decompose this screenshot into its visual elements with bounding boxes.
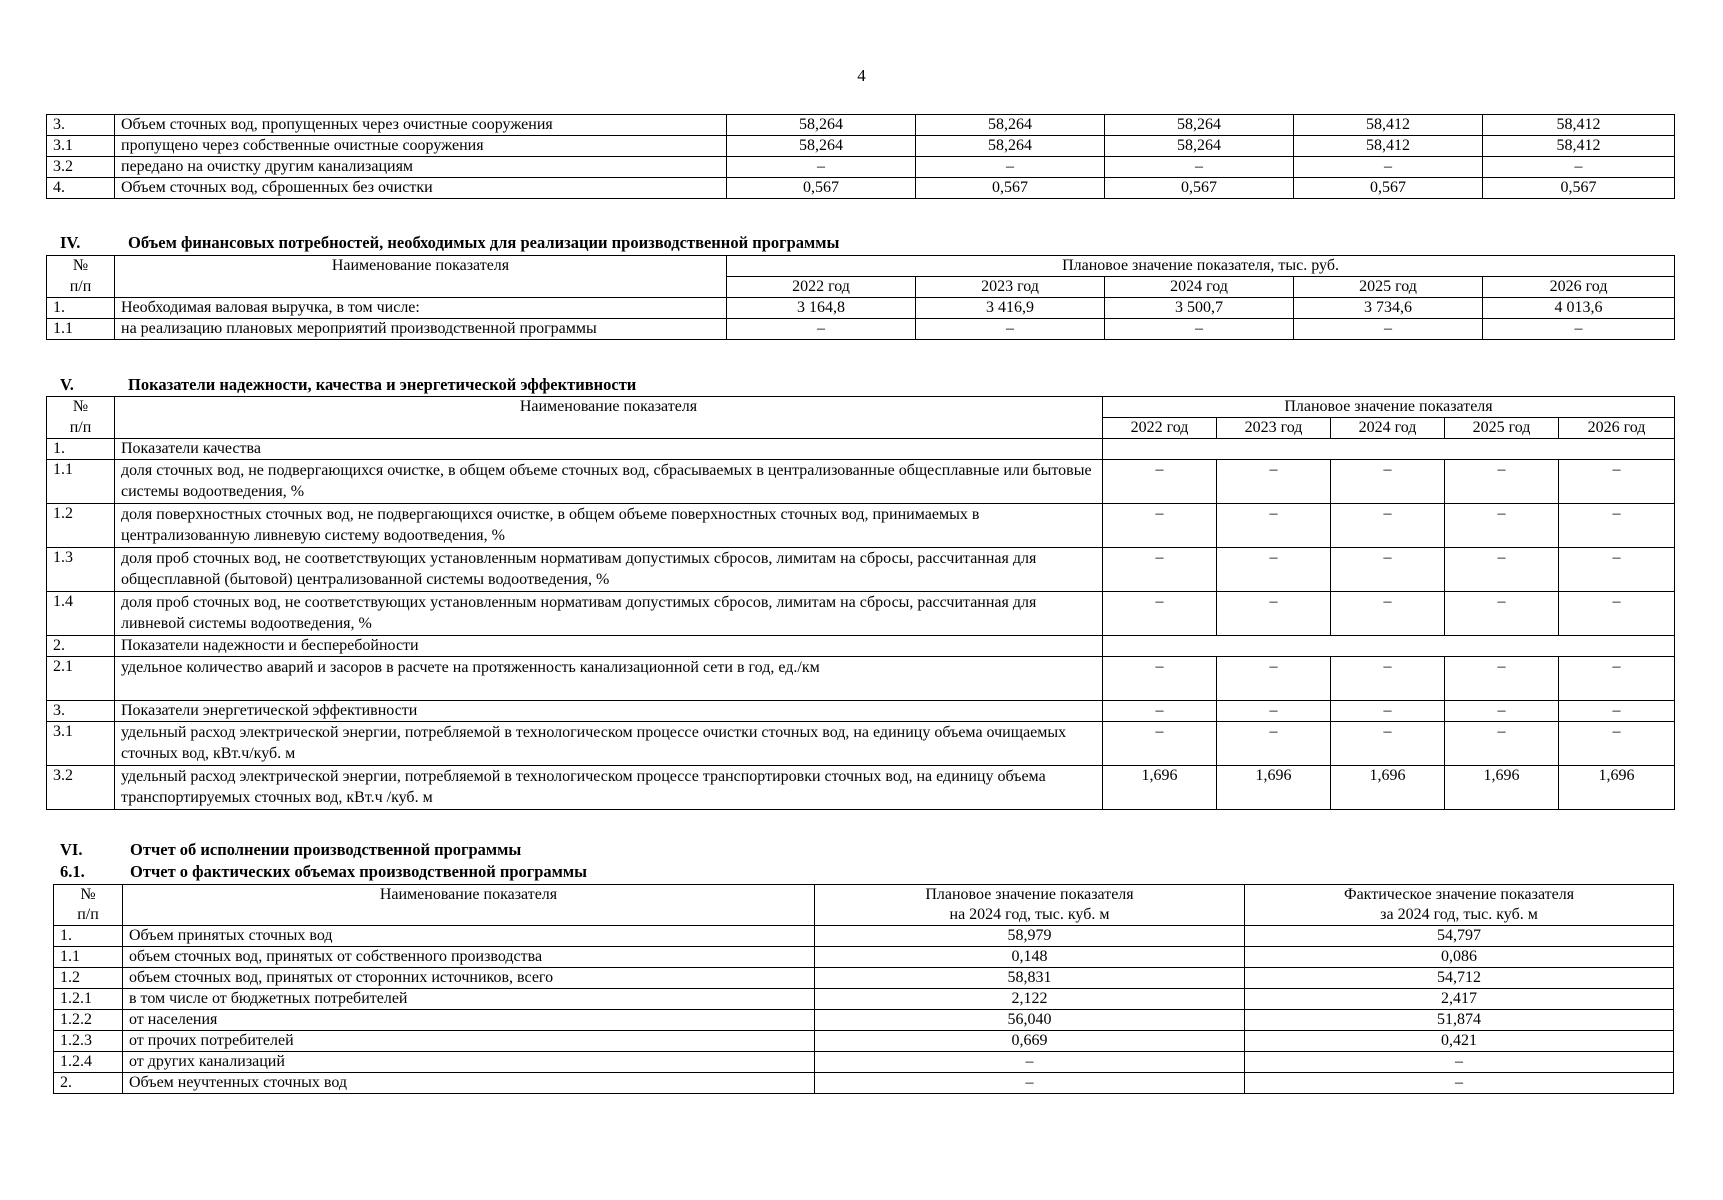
row-value: – [1483,319,1675,340]
row-value: – [1445,701,1559,722]
row-value: – [1294,319,1483,340]
row-value: – [1331,657,1445,701]
row-value: – [1103,592,1217,636]
row-number: 1.2.2 [54,1010,123,1031]
row-value: – [1559,504,1675,548]
year-header: 2023 год [1217,418,1331,439]
row-value: 1,696 [1331,766,1445,810]
row-plan-value: – [815,1052,1245,1073]
subsection-number: 6.1. [60,862,85,881]
header-num: № [54,885,123,906]
table-row [54,968,1674,989]
header-fact-2: за 2024 год, тыс. куб. м [1245,905,1674,926]
row-name: от прочих потребителей [123,1031,815,1052]
row-value: – [1331,548,1445,592]
table-row [47,701,1675,722]
row-value: – [1103,460,1217,504]
row-value: 1,696 [1559,766,1675,810]
row-number: 3.1 [47,722,115,766]
row-value: – [1445,592,1559,636]
row-empty-values [1103,636,1675,657]
row-value: 3 164,8 [727,298,916,319]
row-name: объем сточных вод, принятых от сторонних источников, всего [123,968,815,989]
row-value: – [1103,504,1217,548]
row-name: Объем сточных вод, сброшенных без очистки [115,178,727,199]
table-row [47,636,1675,657]
table-sec3-continuation [46,114,1675,199]
row-name: удельное количество аварий и засоров в расчете на протяженность канализационной сети в год, ед./км [115,657,1103,701]
row-empty-values [1103,439,1675,460]
header-num: № [47,256,115,277]
row-value: – [1217,504,1331,548]
row-name: Показатели качества [115,439,1103,460]
table-row [47,157,1675,178]
table-row [54,989,1674,1010]
row-plan-value: – [815,1073,1245,1094]
row-name: объем сточных вод, принятых от собственного производства [123,947,815,968]
row-number: 4. [47,178,115,199]
page-number: 4 [857,66,866,85]
row-fact-value: – [1245,1073,1674,1094]
row-name: Объем принятых сточных вод [123,926,815,947]
row-value: – [1217,548,1331,592]
row-number: 1.1 [54,947,123,968]
row-value: 1,696 [1217,766,1331,810]
section-number: VI. [60,840,83,859]
row-value: 0,567 [916,178,1105,199]
row-plan-value: 0,148 [815,947,1245,968]
row-value: 1,696 [1103,766,1217,810]
row-value: – [1217,657,1331,701]
row-fact-value: 0,421 [1245,1031,1674,1052]
row-fact-value: 54,797 [1245,926,1674,947]
table-row [47,548,1675,592]
header-name: Наименование показателя [123,885,815,926]
header-fact: Фактическое значение показателя [1245,885,1674,906]
table-row [47,766,1675,810]
section-5-heading [60,375,636,395]
table-row [47,722,1675,766]
subsection-title: Отчет о фактических объемах производственной программы [130,862,588,881]
row-name: от других канализаций [123,1052,815,1073]
table-row [47,592,1675,636]
row-name: в том числе от бюджетных потребителей [123,989,815,1010]
row-value: 58,264 [1105,115,1294,136]
row-value: 0,567 [1483,178,1675,199]
header-num: № [47,397,115,418]
row-name: Необходимая валовая выручка, в том числе: [115,298,727,319]
row-value: – [1445,460,1559,504]
row-value: – [1217,592,1331,636]
year-header: 2024 год [1331,418,1445,439]
row-value: – [1559,592,1675,636]
row-number: 1.2.1 [54,989,123,1010]
row-number: 3. [47,115,115,136]
row-number: 1. [54,926,123,947]
year-header: 2022 год [1103,418,1217,439]
year-header: 2026 год [1483,277,1675,298]
row-value: – [1331,592,1445,636]
header-plan-2: на 2024 год, тыс. куб. м [815,905,1245,926]
table-row [54,1010,1674,1031]
row-name: Показатели надежности и бесперебойности [115,636,1103,657]
row-value: – [916,157,1105,178]
row-value: – [1103,548,1217,592]
subsection-6-1-heading [60,862,587,882]
table-row [47,115,1675,136]
row-value: 0,567 [727,178,916,199]
section-title: Отчет об исполнении производственной программы [130,840,522,859]
table-actual-volumes [53,884,1674,1094]
section-6-heading [60,840,521,860]
section-4-heading [60,233,839,253]
table-financial-needs [46,255,1675,340]
row-fact-value: 0,086 [1245,947,1674,968]
row-number: 1. [47,439,115,460]
row-plan-value: 2,122 [815,989,1245,1010]
section-title: Показатели надежности, качества и энергетической эффективности [128,375,637,394]
row-name: доля поверхностных сточных вод, не подвергающихся очистке, в общем объеме поверхностных сточных вод, принимаемых в централизованную ливневую систему водоотведения, % [115,504,1103,548]
header-num-2: п/п [47,418,115,439]
row-number: 2. [47,636,115,657]
year-header: 2025 год [1445,418,1559,439]
row-number: 3.1 [47,136,115,157]
table-row [47,657,1675,701]
row-number: 1.2.4 [54,1052,123,1073]
row-number: 1.1 [47,460,115,504]
row-value: – [1445,722,1559,766]
row-value: – [1331,504,1445,548]
row-plan-value: 58,831 [815,968,1245,989]
row-name: удельный расход электрической энергии, потребляемой в технологическом процессе очистки сточных вод, на единицу объема очищаемых сточных вод, кВт.ч/куб. м [115,722,1103,766]
row-number: 2. [54,1073,123,1094]
year-header: 2023 год [916,277,1105,298]
row-value: 4 013,6 [1483,298,1675,319]
row-value: 58,264 [727,136,916,157]
row-value: – [1217,722,1331,766]
row-name: передано на очистку другим канализациям [115,157,727,178]
row-fact-value: 51,874 [1245,1010,1674,1031]
row-name: Объем сточных вод, пропущенных через очистные сооружения [115,115,727,136]
row-value: – [1559,722,1675,766]
row-plan-value: 58,979 [815,926,1245,947]
row-name: на реализацию плановых мероприятий производственной программы [115,319,727,340]
row-value: 58,412 [1483,136,1675,157]
row-value: – [1559,657,1675,701]
row-value: – [1483,157,1675,178]
row-value: – [1103,657,1217,701]
row-value: – [1445,504,1559,548]
section-title: Объем финансовых потребностей, необходимых для реализации производственной программы [128,233,840,252]
row-value: – [727,319,916,340]
table-row [47,460,1675,504]
table-row [47,298,1675,319]
row-value: – [1559,701,1675,722]
header-num-2: п/п [54,905,123,926]
row-number: 3.2 [47,157,115,178]
table-row [54,1031,1674,1052]
row-value: – [1331,460,1445,504]
year-header: 2025 год [1294,277,1483,298]
section-number: V. [60,375,74,394]
row-number: 3.2 [47,766,115,810]
row-value: 3 416,9 [916,298,1105,319]
row-fact-value: 2,417 [1245,989,1674,1010]
row-number: 1.4 [47,592,115,636]
row-number: 1.2.3 [54,1031,123,1052]
year-header: 2024 год [1105,277,1294,298]
table-row [54,947,1674,968]
table-row [47,504,1675,548]
row-fact-value: – [1245,1052,1674,1073]
row-value: 58,264 [727,115,916,136]
header-plan: Плановое значение показателя [815,885,1245,906]
row-value: – [1331,722,1445,766]
header-plan: Плановое значение показателя, тыс. руб. [727,256,1675,277]
table-row [54,1073,1674,1094]
row-value: – [1103,722,1217,766]
row-value: – [1294,157,1483,178]
row-name: доля проб сточных вод, не соответствующих установленным нормативам допустимых сбросов, лимитам на сбросы, рассчитанная для общесплавной (бытовой) централизованной системы водоотведения, % [115,548,1103,592]
row-number: 1.3 [47,548,115,592]
header-name: Наименование показателя [115,256,727,298]
row-name: доля проб сточных вод, не соответствующих установленным нормативам допустимых сбросов, лимитам на сбросы, рассчитанная для ливневой системы водоотведения, % [115,592,1103,636]
row-value: – [1559,548,1675,592]
row-plan-value: 0,669 [815,1031,1245,1052]
row-name: доля сточных вод, не подвергающихся очистке, в общем объеме сточных вод, сбрасываемых в централизованные общесплавные или бытовые системы водоотведения, % [115,460,1103,504]
row-value: – [1217,460,1331,504]
row-value: 0,567 [1294,178,1483,199]
table-row [54,1052,1674,1073]
table-row [54,926,1674,947]
row-number: 1.2 [54,968,123,989]
row-value: – [1103,701,1217,722]
row-value: 0,567 [1105,178,1294,199]
row-name: от населения [123,1010,815,1031]
row-number: 1.2 [47,504,115,548]
year-header: 2022 год [727,277,916,298]
header-num-2: п/п [47,277,115,298]
row-value: – [727,157,916,178]
table-row [47,319,1675,340]
row-fact-value: 54,712 [1245,968,1674,989]
row-value: 3 500,7 [1105,298,1294,319]
table-row [47,178,1675,199]
row-value: 3 734,6 [1294,298,1483,319]
row-value: 58,412 [1294,115,1483,136]
row-number: 1.1 [47,319,115,340]
row-value: – [916,319,1105,340]
row-name: Показатели энергетической эффективности [115,701,1103,722]
table-reliability-indicators [46,396,1675,810]
row-value: – [1445,548,1559,592]
row-number: 2.1 [47,657,115,701]
row-value: 1,696 [1445,766,1559,810]
row-value: 58,264 [916,115,1105,136]
row-plan-value: 56,040 [815,1010,1245,1031]
year-header: 2026 год [1559,418,1675,439]
row-name: пропущено через собственные очистные сооружения [115,136,727,157]
row-value: 58,264 [916,136,1105,157]
section-number: IV. [60,233,81,252]
row-number: 1. [47,298,115,319]
row-value: 58,412 [1294,136,1483,157]
row-value: – [1105,157,1294,178]
table-row [47,439,1675,460]
row-name: удельный расход электрической энергии, потребляемой в технологическом процессе транспортировки сточных вод, на единицу объема транспортируемых сточных вод, кВт.ч /куб. м [115,766,1103,810]
row-value: – [1105,319,1294,340]
table-row [47,136,1675,157]
row-value: – [1217,701,1331,722]
header-plan: Плановое значение показателя [1103,397,1675,418]
row-value: 58,264 [1105,136,1294,157]
header-name: Наименование показателя [115,397,1103,439]
row-value: – [1331,701,1445,722]
row-number: 3. [47,701,115,722]
row-value: – [1559,460,1675,504]
row-value: 58,412 [1483,115,1675,136]
row-value: – [1445,657,1559,701]
row-name: Объем неучтенных сточных вод [123,1073,815,1094]
